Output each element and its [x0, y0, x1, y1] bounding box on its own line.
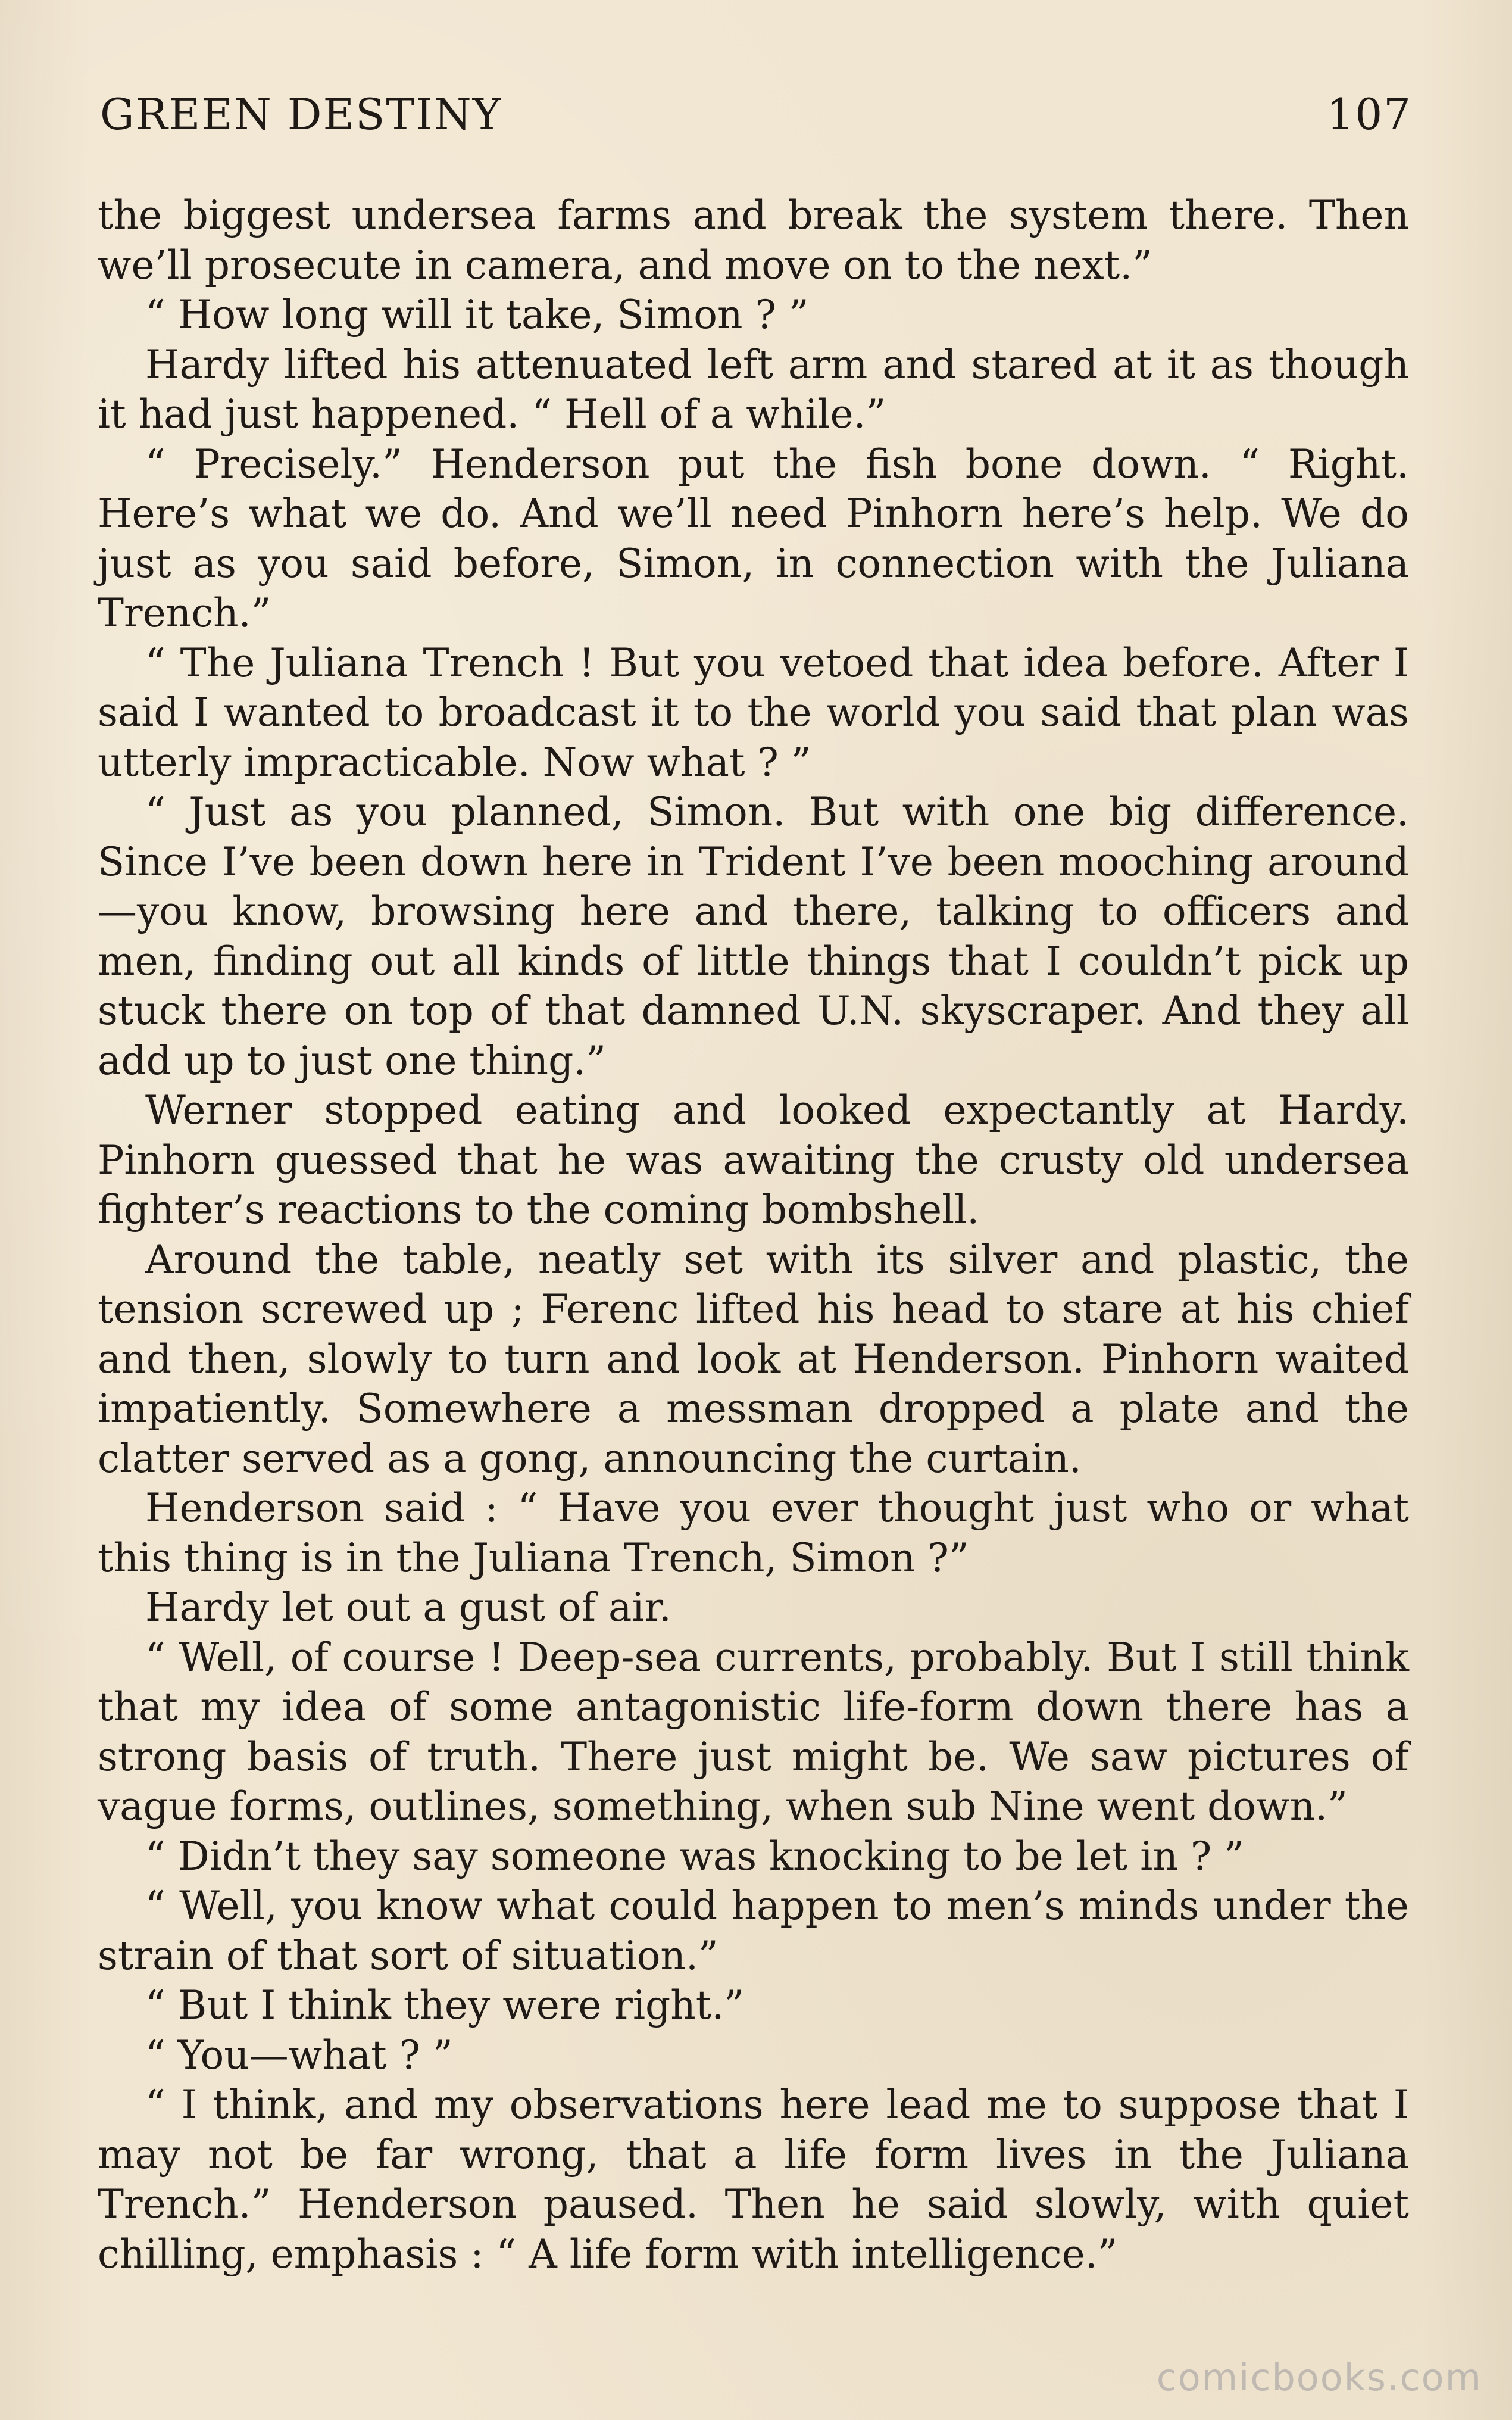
page-number: 107: [1326, 89, 1412, 139]
paragraph-2: “ How long will it take, Simon ? ”: [145, 292, 809, 338]
site-watermark: comicbooks.com: [1156, 2356, 1482, 2399]
paragraph-9: Henderson said : “ Have you ever thought just who or what this thing is in the Juliana Trench, Simon ?”: [98, 1485, 1409, 1581]
running-title: GREEN DESTINY: [100, 89, 502, 139]
paragraph-15: “ You—what ? ”: [145, 2032, 453, 2078]
paragraph-16: “ I think, and my observations here lead me to suppose that I may not be far wrong, that a life form lives in the Juliana Trench.” Henderson paused. Then he said slowly, with quiet chilling, emphasis : “ A life form with intelligence.”: [98, 2082, 1409, 2277]
paragraph-10: Hardy let out a gust of air.: [145, 1585, 671, 1630]
paragraph-8: Around the table, neatly set with its silver and plastic, the tension screwed up ; Ferenc lifted his head to stare at his chief and then, slowly to turn and look at Henderson. Pinhorn waited impatiently. Somewhere a messman dropped a plate and the clatter served as a gong, announcing the curtain.: [98, 1236, 1409, 1482]
paragraph-13: “ Well, you know what could happen to men’s minds under the strain of that sort of situation.”: [98, 1883, 1409, 1979]
running-header: [100, 89, 1412, 143]
paragraph-14: “ But I think they were right.”: [145, 1982, 745, 2028]
body-text: [98, 191, 1409, 2279]
paragraph-1: the biggest undersea farms and break the system there. Then we’ll prosecute in camera, and move on to the next.”: [98, 192, 1409, 288]
paragraph-4: “ Precisely.” Henderson put the fish bone down. “ Right. Here’s what we do. And we’ll need Pinhorn here’s help. We do just as you said before, Simon, in connection with the Juliana Trench.”: [98, 441, 1409, 636]
paragraph-6: “ Just as you planned, Simon. But with one big difference. Since I’ve been down here in Trident I’ve been mooching around—you know, browsing here and there, talking to officers and men, finding out all kinds of little things that I couldn’t pick up stuck there on top of that damned U.N. skyscraper. And they all add up to just one thing.”: [98, 789, 1409, 1084]
paragraph-7: Werner stopped eating and looked expectantly at Hardy. Pinhorn guessed that he was awaiting the crusty old undersea fighter’s reactions to the coming bombshell.: [98, 1087, 1409, 1233]
paragraph-12: “ Didn’t they say someone was knocking to be let in ? ”: [145, 1833, 1244, 1879]
paragraph-5: “ The Juliana Trench ! But you vetoed that idea before. After I said I wanted to broadcast it to the world you said that plan was utterly impracticable. Now what ? ”: [98, 640, 1409, 785]
paragraph-11: “ Well, of course ! Deep-sea currents, probably. But I still think that my idea of some antagonistic life-form down there has a strong basis of truth. There just might be. We saw pictures of vague forms, outlines, something, when sub Nine went down.”: [98, 1634, 1409, 1829]
paragraph-3: Hardy lifted his attenuated left arm and stared at it as though it had just happened. “ Hell of a while.”: [98, 341, 1409, 437]
